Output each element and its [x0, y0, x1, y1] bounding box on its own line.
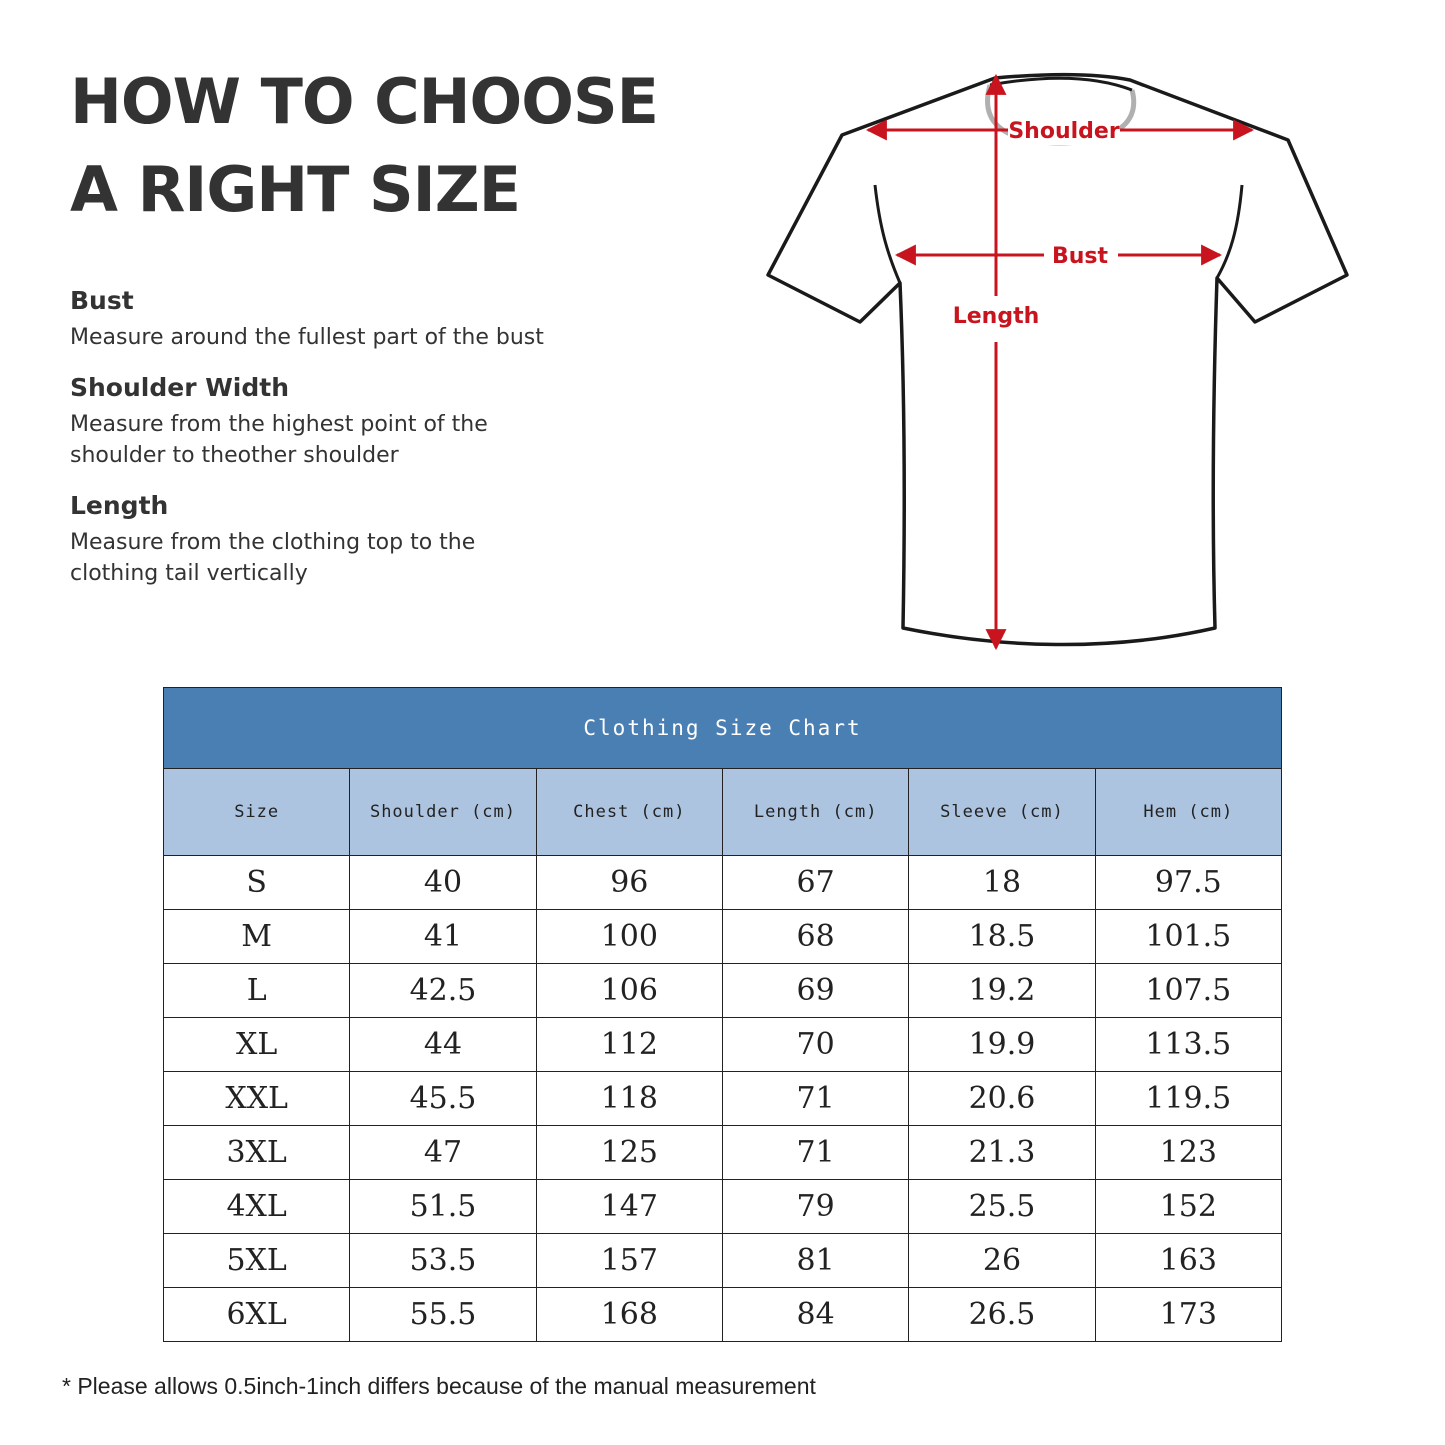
- page-title-line-1: HOW TO CHOOSE: [70, 65, 658, 138]
- table-row: [164, 1288, 1282, 1342]
- header-hem: Hem (cm): [1095, 769, 1281, 856]
- measurement-note: * Please allows 0.5inch-1inch differs because of the manual measurement: [62, 1373, 816, 1399]
- guide-bust-title: Bust: [70, 286, 134, 315]
- cell-size: XXL: [164, 1072, 350, 1126]
- cell-shoulder: 42.5: [350, 964, 536, 1018]
- cell-hem: 97.5: [1095, 856, 1281, 910]
- cell-hem: 113.5: [1095, 1018, 1281, 1072]
- cell-hem: 119.5: [1095, 1072, 1281, 1126]
- measurement-guide: [70, 284, 690, 607]
- cell-chest: 147: [536, 1180, 722, 1234]
- cell-sleeve: 19.9: [909, 1018, 1095, 1072]
- cell-length: 70: [722, 1018, 908, 1072]
- size-chart-body: [164, 856, 1282, 1342]
- table-row: [164, 1018, 1282, 1072]
- cell-size: 4XL: [164, 1180, 350, 1234]
- cell-size: M: [164, 910, 350, 964]
- table-row: [164, 1234, 1282, 1288]
- guide-length: [70, 489, 690, 589]
- cell-chest: 168: [536, 1288, 722, 1342]
- header-shoulder: Shoulder (cm): [350, 769, 536, 856]
- cell-length: 69: [722, 964, 908, 1018]
- cell-size: XL: [164, 1018, 350, 1072]
- cell-size: S: [164, 856, 350, 910]
- guide-bust-text: Measure around the fullest part of the bust: [70, 325, 544, 350]
- cell-shoulder: 55.5: [350, 1288, 536, 1342]
- tshirt-diagram: [750, 60, 1370, 660]
- cell-length: 71: [722, 1126, 908, 1180]
- cell-length: 71: [722, 1072, 908, 1126]
- bust-label: Bust: [1051, 244, 1109, 269]
- cell-sleeve: 18: [909, 856, 1095, 910]
- cell-hem: 123: [1095, 1126, 1281, 1180]
- cell-size: 5XL: [164, 1234, 350, 1288]
- cell-sleeve: 25.5: [909, 1180, 1095, 1234]
- cell-shoulder: 44: [350, 1018, 536, 1072]
- size-chart-header-row: [164, 769, 1282, 856]
- shoulder-label: Shoulder: [1008, 119, 1120, 144]
- header-sleeve: Sleeve (cm): [909, 769, 1095, 856]
- guide-length-text-line-2: clothing tail vertically: [70, 561, 308, 586]
- cell-hem: 173: [1095, 1288, 1281, 1342]
- guide-shoulder-text-line-2: shoulder to theother shoulder: [70, 443, 399, 468]
- page-title-line-2: A RIGHT SIZE: [70, 153, 521, 226]
- cell-shoulder: 47: [350, 1126, 536, 1180]
- guide-shoulder-text-line-1: Measure from the highest point of the: [70, 412, 488, 437]
- header-chest: Chest (cm): [536, 769, 722, 856]
- cell-shoulder: 41: [350, 910, 536, 964]
- guide-shoulder: [70, 371, 690, 471]
- cell-sleeve: 19.2: [909, 964, 1095, 1018]
- length-label: Length: [952, 304, 1040, 329]
- table-row: [164, 1126, 1282, 1180]
- table-row: [164, 1180, 1282, 1234]
- size-chart-table: [163, 687, 1282, 1342]
- page-title: [70, 58, 710, 234]
- cell-length: 81: [722, 1234, 908, 1288]
- cell-length: 79: [722, 1180, 908, 1234]
- guide-shoulder-title: Shoulder Width: [70, 373, 290, 402]
- guide-shoulder-text: [70, 409, 690, 471]
- cell-chest: 100: [536, 910, 722, 964]
- cell-size: 6XL: [164, 1288, 350, 1342]
- cell-size: 3XL: [164, 1126, 350, 1180]
- cell-length: 67: [722, 856, 908, 910]
- cell-length: 68: [722, 910, 908, 964]
- cell-shoulder: 40: [350, 856, 536, 910]
- tshirt-outline: [768, 75, 1347, 645]
- guide-length-text-line-1: Measure from the clothing top to the: [70, 530, 476, 555]
- cell-hem: 101.5: [1095, 910, 1281, 964]
- cell-chest: 157: [536, 1234, 722, 1288]
- cell-hem: 107.5: [1095, 964, 1281, 1018]
- cell-shoulder: 51.5: [350, 1180, 536, 1234]
- cell-chest: 125: [536, 1126, 722, 1180]
- guide-length-text: [70, 527, 690, 589]
- size-chart-title-row: [164, 688, 1282, 769]
- header-size: Size: [164, 769, 350, 856]
- cell-sleeve: 21.3: [909, 1126, 1095, 1180]
- table-row: [164, 1072, 1282, 1126]
- cell-hem: 152: [1095, 1180, 1281, 1234]
- size-chart-title: Clothing Size Chart: [164, 688, 1282, 769]
- cell-length: 84: [722, 1288, 908, 1342]
- cell-sleeve: 26.5: [909, 1288, 1095, 1342]
- cell-chest: 106: [536, 964, 722, 1018]
- table-row: [164, 910, 1282, 964]
- cell-sleeve: 20.6: [909, 1072, 1095, 1126]
- cell-size: L: [164, 964, 350, 1018]
- cell-hem: 163: [1095, 1234, 1281, 1288]
- header-length: Length (cm): [722, 769, 908, 856]
- cell-sleeve: 26: [909, 1234, 1095, 1288]
- cell-chest: 96: [536, 856, 722, 910]
- table-row: [164, 964, 1282, 1018]
- cell-chest: 118: [536, 1072, 722, 1126]
- guide-length-title: Length: [70, 491, 169, 520]
- cell-shoulder: 53.5: [350, 1234, 536, 1288]
- guide-bust: [70, 284, 690, 353]
- cell-shoulder: 45.5: [350, 1072, 536, 1126]
- table-row: [164, 856, 1282, 910]
- cell-chest: 112: [536, 1018, 722, 1072]
- cell-sleeve: 18.5: [909, 910, 1095, 964]
